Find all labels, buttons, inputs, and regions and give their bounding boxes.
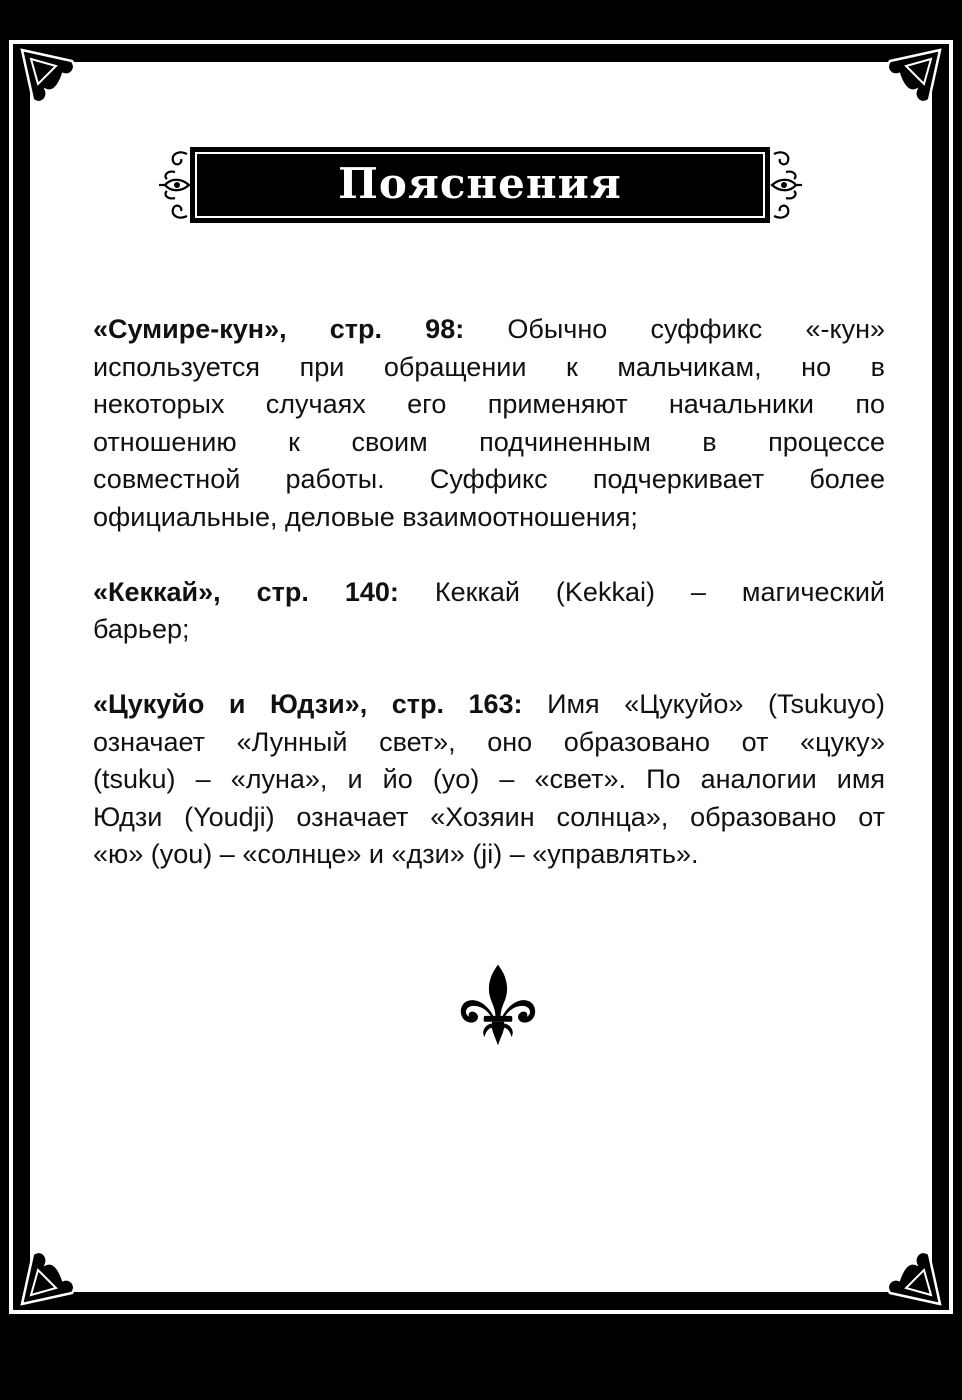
- note-label: «Цукуйо и Юдзи», стр. 163:: [93, 689, 523, 719]
- note-line: отношению к своим подчиненным в процессе: [93, 426, 885, 457]
- note-line: [93, 311, 885, 349]
- note-line: (tsuku) – «луна», и йо (yo) – «свет». По аналогии имя: [93, 764, 885, 794]
- note-line: барьер;: [93, 614, 190, 644]
- note-label: «Сумире-кун», стр. 98:: [93, 314, 465, 344]
- note-tsukuyo-yudzi: [93, 686, 885, 874]
- scroll-ornament-icon: [770, 148, 804, 222]
- note-label: «Кеккай», стр. 140:: [93, 576, 399, 607]
- corner-ornament-icon: [874, 1238, 944, 1308]
- note-line: означает «Лунный свет», оно образовано от «цуку»: [93, 726, 885, 757]
- note-sumire-kun: [93, 311, 885, 536]
- note-line: Юдзи (Youdji) означает «Хозяин солнца», образовано от: [93, 801, 885, 832]
- title-banner: [190, 147, 770, 223]
- page-title: Пояснения: [338, 159, 622, 208]
- note-line: используется при обращении к мальчикам, но в: [93, 351, 885, 382]
- scroll-ornament-icon: [157, 148, 191, 222]
- note-line: [93, 686, 885, 724]
- note-line: совместной работы. Суффикс подчеркивает более: [93, 464, 885, 494]
- note-kekkai: [93, 574, 885, 649]
- note-line: [93, 574, 885, 612]
- note-line: «ю» (you) – «солнце» и «дзи» (ji) – «управлять».: [93, 839, 699, 869]
- note-text: Обычно суффикс «-кун»: [507, 314, 885, 344]
- corner-ornament-icon: [874, 46, 944, 116]
- fleur-de-lis-icon: [456, 963, 540, 1047]
- note-line: официальные, деловые взаимоотношения;: [93, 501, 638, 532]
- corner-ornament-icon: [18, 1238, 88, 1308]
- notes-list: [93, 311, 885, 874]
- note-text: Кеккай (Kekkai) – магический: [434, 576, 885, 607]
- corner-ornament-icon: [18, 46, 88, 116]
- note-text: Имя «Цукуйо» (Tsukuyo): [547, 689, 885, 719]
- note-line: некоторых случаях его применяют начальники по: [93, 389, 885, 419]
